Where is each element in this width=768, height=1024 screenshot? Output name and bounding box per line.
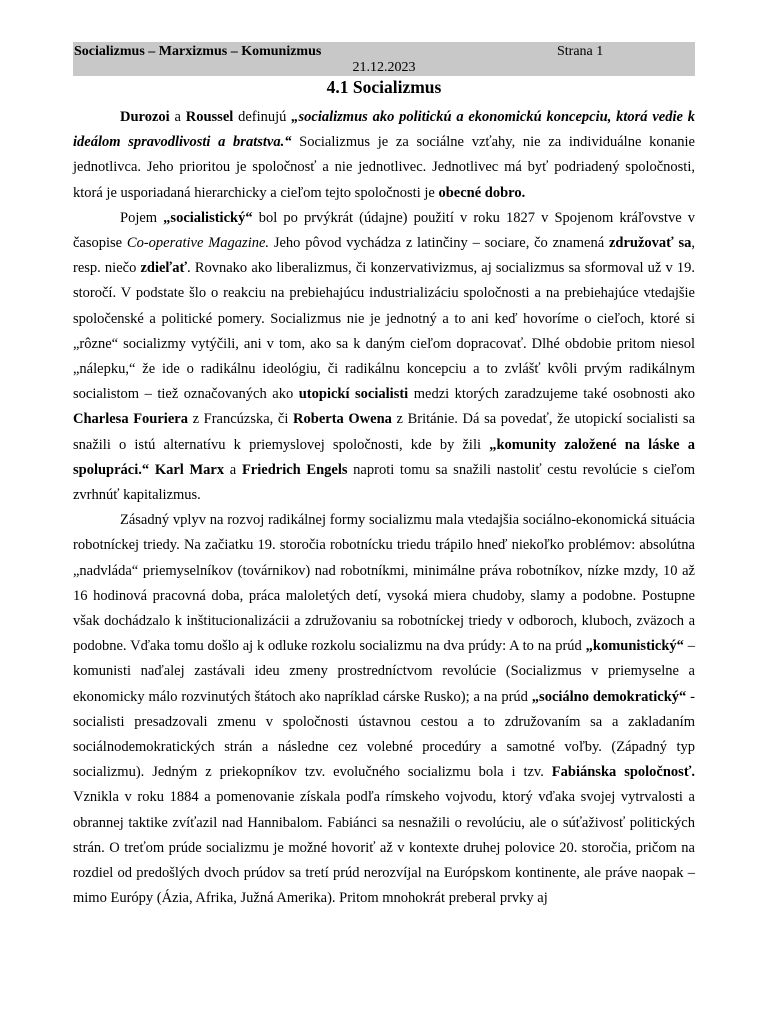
page-number: Strana 1 [557, 44, 604, 59]
text-run: definujú [233, 109, 292, 125]
emphasized-text: Durozoi [120, 109, 170, 125]
text-run: – komunisti naďalej zastávali ideu zmeny prostredníctvom revolúcie (Socializmus v priemyselne a ekonomicky málo rozvinutých štátoch ako napríklad cárske Rusko); a na prúd [73, 638, 695, 705]
emphasized-text: Charlesa Fouriera [73, 411, 188, 428]
text-run: . Rovnako ako liberalizmus, či konzervativizmus, aj socializmus sa sformoval už v 19. storočí. V podstate šlo o reakciu na prebiehajúcu industrializáciu spoločnosti a na prebiehajúce vtedajšie spoločenské a politické pomery. Socializmus nie je jednotný a to ani keď hovoríme o cieľoch, ktoré si „rôzne“ socializmy vytýčili, ani v tom, ako sa k daným cieľom dopracovať. Dlhé obdobie pritom niesol „nálepku,“ že ide o radikálnu ideológiu, či radikálnu koncepciu a to zvlášť kvôli prvým radikálnym socialistom – tiež označovaných ako [73, 260, 695, 403]
paragraph-1 [73, 105, 695, 206]
text-run: bol po prvýkrát (údajne) použití v roku 1827 v Spojenom kráľovstve v časopise [73, 209, 695, 252]
header-date: 21.12.2023 [352, 60, 416, 75]
emphasized-text: Co-operative Magazine. [126, 235, 270, 252]
emphasized-text: Roussel [185, 109, 234, 125]
emphasized-text: obecné dobro. [438, 184, 526, 201]
emphasized-text: „socialistický“ [163, 209, 253, 226]
text-run: Zásadný vplyv na rozvoj radikálnej formy socializmu mala vtedajšia sociálno-ekonomická situácia robotníckej triedy. Na začiatku 19. storočia robotnícku triedu trápilo hneď niekoľko problémov: absolútna „nadvláda“ priemyselníkov (továrnikov) nad robotníkmi, minimálne práva robotníkov, nízke mzdy, 10 až 16 hodinová pracovná doba, práca maloletých detí, vysoká miera chudoby, slamy a podobne. Postupne však dochádzalo k inštitucionalizácii a združovaniu sa robotníckej triedy v odboroch, kluboch, zväzoch a podobne. Vďaka tomu došlo aj k odluke rozkolu socializmu na dva prúdy: A to na prúd [73, 512, 695, 655]
text-run: Vznikla v roku 1884 a pomenovanie získala podľa rímskeho vojvodu, ktorý vďaka svojej vytrvalosti a obrannej taktike zvíťazil nad Hannibalom. Fabiánci sa nesnažili o revolúciu, ale o súťaživosť politických strán. O treťom prúde socializmu je možné hovoriť až v kontexte druhej polovice 20. storočia, pričom na rozdiel od predošlých dvoch prúdov sa tretí prúd nerozvíjal na Európskom kontinente, ale práve naopak – mimo Európy (Ázia, Afrika, Južná Amerika). Pritom mnohokrát preberal prvky aj [73, 789, 695, 907]
text-run: Pojem [120, 209, 164, 226]
text-run: a [169, 109, 186, 125]
section-heading: 4.1 Socializmus [326, 77, 442, 97]
paragraph-2 [73, 206, 695, 508]
text-run: z Francúzska, či [187, 411, 294, 428]
emphasized-text: Roberta Owena [293, 411, 392, 428]
text-run: naproti tomu sa snažili nastoliť cestu revolúcie s cieľom zvrhnúť kapitalizmus. [73, 461, 695, 504]
document-body [73, 105, 695, 912]
paragraph-3 [73, 508, 695, 911]
text-run: , resp. niečo [73, 235, 695, 277]
page-header [73, 42, 695, 76]
emphasized-text: „sociálno demokratický“ [531, 688, 687, 705]
emphasized-text: utopickí socialisti [298, 386, 409, 403]
header-title: Socializmus – Marxizmus – Komunizmus [74, 44, 322, 59]
emphasized-text: „socializmus ako politickú a ekonomickú koncepciu, ktorá vedie k ideálom spravodlivosti a bratstva.“ [73, 109, 696, 151]
text-run: Jeho pôvod vychádza z latinčiny – sociare, čo znamená [269, 235, 609, 252]
emphasized-text: „komunity založené na láske a spolupráci.“ Karl Marx [73, 436, 695, 478]
emphasized-text: Friedrich Engels [241, 461, 348, 478]
text-run: z Británie. Dá sa povedať, že utopickí socialisti sa snažili o istú alternatívu k priemyslovej spoločnosti, kde by žili [73, 411, 695, 453]
emphasized-text: zdieľať [140, 260, 188, 277]
text-run: a [224, 461, 242, 478]
text-run: medzi ktorých zaradzujeme také osobnosti ako [408, 386, 696, 403]
text-run: Socializmus je za sociálne vzťahy, nie za individuálne konanie jednotlivca. Jeho prioritou je spoločnosť a nie jednotlivec. Jednotlivec má byť podriadený spoločnosti, ktorá je usporiadaná hierarchicky a cieľom tejto spoločnosti je [73, 134, 695, 201]
emphasized-text: združovať sa [608, 235, 692, 252]
text-run: - socialisti presadzovali zmenu v spoločnosti ústavnou cestou a to združovaním sa a zakladaním sociálnodemokratických strán a následne cez volebné procedúry a samotné voľby. (Západný typ socializmu). Jedným z priekopníkov tzv. evolučného socializmu bola i tzv. [73, 688, 695, 781]
emphasized-text: „komunistický“ [585, 638, 684, 655]
emphasized-text: Fabiánska spoločnosť. [551, 764, 695, 781]
